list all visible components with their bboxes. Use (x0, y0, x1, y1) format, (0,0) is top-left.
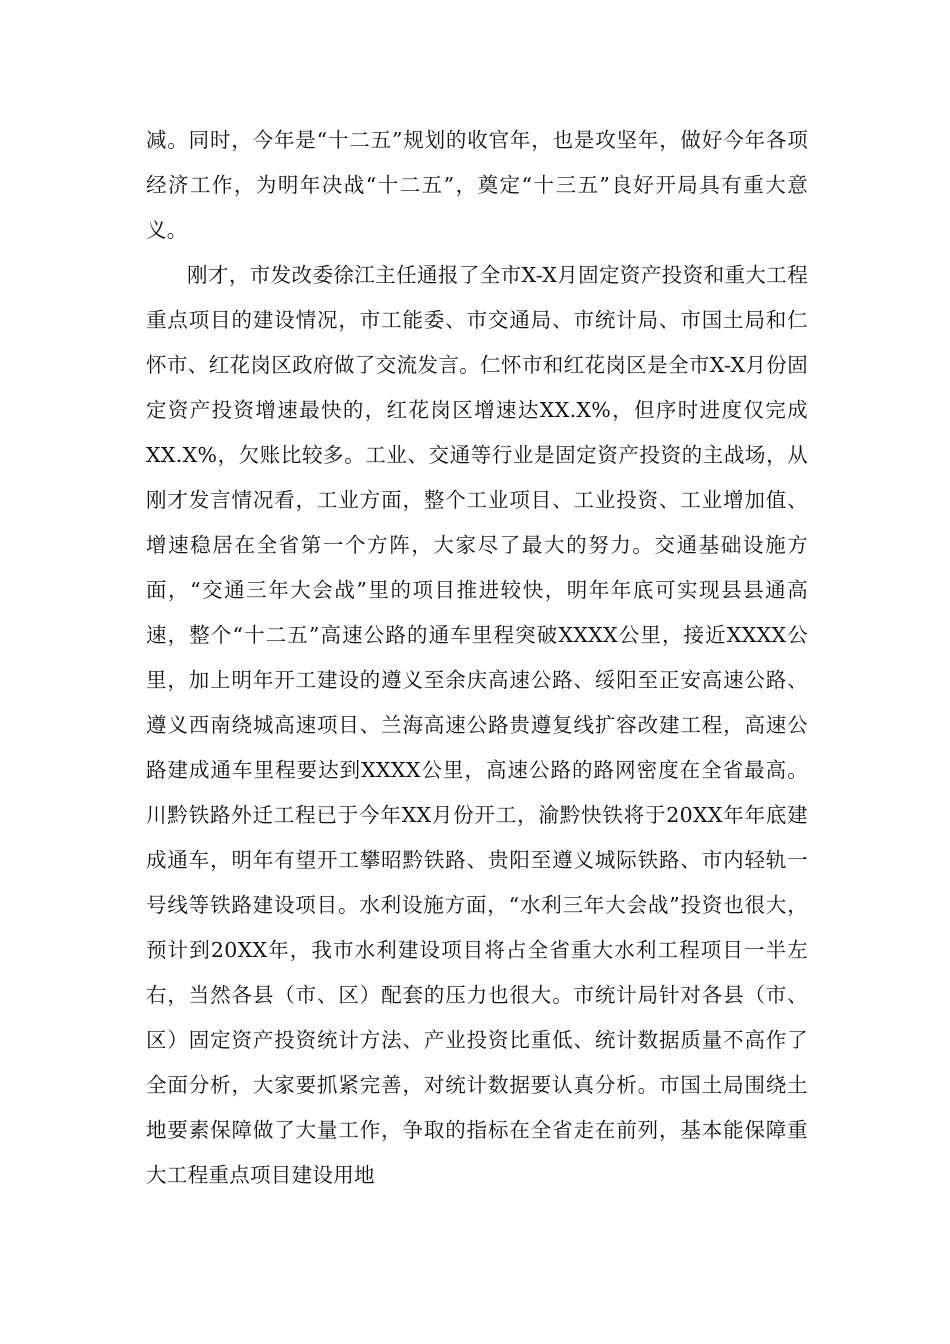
paragraph-2: 刚才，市发改委徐江主任通报了全市X-X月固定资产投资和重大工程重点项目的建设情况，市工能委、市交通局、市统计局、市国土局和仁怀市、红花岗区政府做了交流发言。仁怀市和红花岗区是全市X-X月份固定资产投资增速最快的，红花岗区增速达XX.X%，但序时进度仅完成XX.X%，欠账比较多。工业、交通等行业是固定资产投资的主战场，从刚才发言情况看，工业方面，整个工业项目、工业投资、工业增加值、增速稳居在全省第一个方阵，大家尽了最大的努力。交通基础设施方面，“交通三年大会战”里的项目推进较快，明年年底可实现县县通高速，整个“十二五”高速公路的通车里程突破XXXX公里，接近XXXX公里，加上明年开工建设的遵义至余庆高速公路、绥阳至正安高速公路、遵义西南绕城高速项目、兰海高速公路贵遵复线扩容改建工程，高速公路建成通车里程要达到XXXX公里，高速公路的路网密度在全省最高。川黔铁路外迁工程已于今年XX月份开工，渝黔快铁将于20XX年年底建成通车，明年有望开工攀昭黔铁路、贵阳至遵义城际铁路、市内轻轨一号线等铁路建设项目。水利设施方面，“水利三年大会战”投资也很大，预计到20XX年，我市水利建设项目将占全省重大水利工程项目一半左右，当然各县（市、区）配套的压力也很大。市统计局针对各县（市、区）固定资产投资统计方法、产业投资比重低、统计数据质量不高作了全面分析，大家要抓紧完善，对统计数据要认真分析。市国土局围绕土地要素保障做了大量工作，争取的指标在全省走在前列，基本能保障重大工程重点项目建设用地 (146, 263, 808, 1187)
document-body (146, 118, 808, 1198)
paragraph-1: 减。同时，今年是“十二五”规划的收官年，也是攻坚年，做好今年各项经济工作，为明年决战“十二五”，奠定“十三五”良好开局具有重大意义。 (146, 128, 808, 242)
